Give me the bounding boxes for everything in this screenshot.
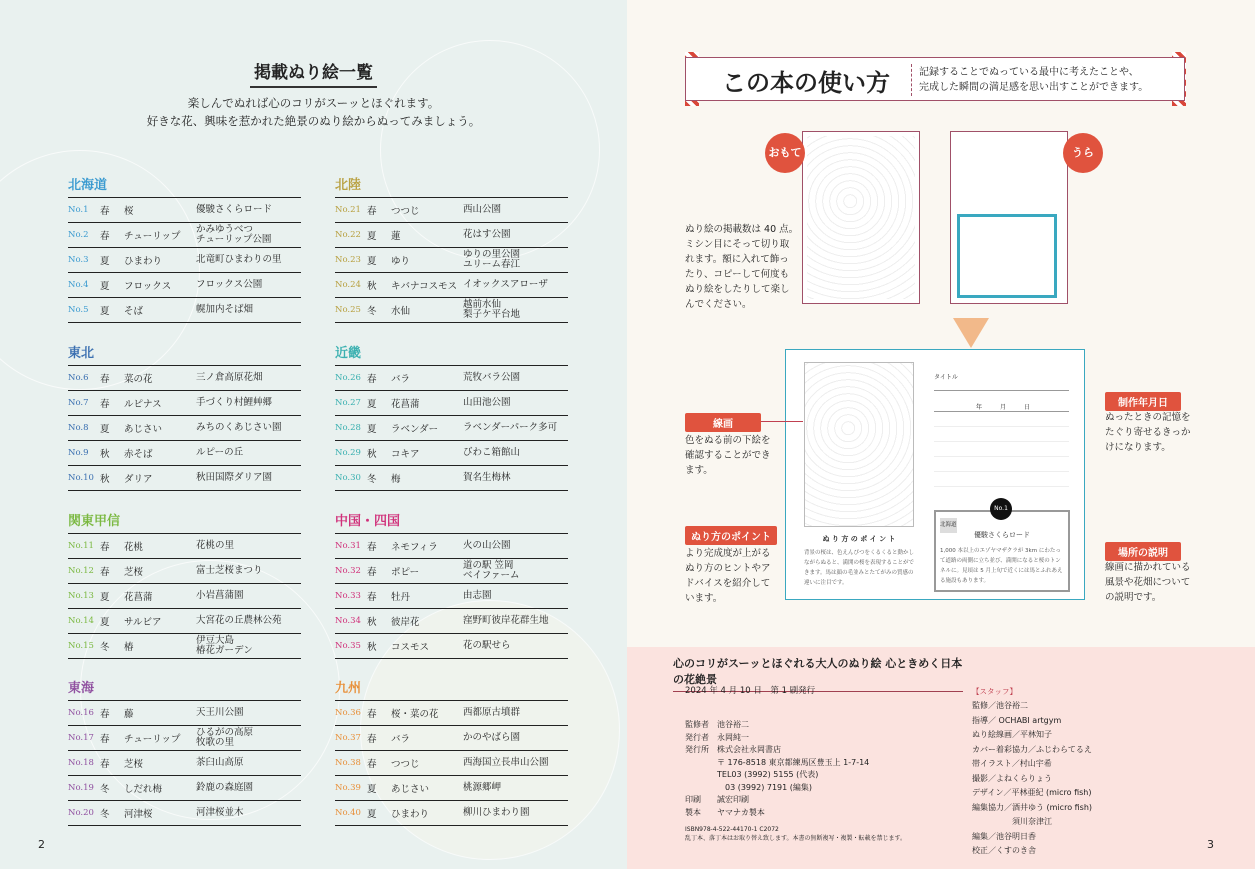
leader-line [761, 421, 803, 422]
label-point: ぬり方のポイント [685, 526, 777, 545]
item-number: No.3 [68, 255, 89, 265]
colophon [627, 647, 1255, 869]
item-place: 西山公園 [463, 204, 502, 215]
item-number: No.7 [68, 398, 89, 408]
item-place: 鈴鹿の森庭園 [196, 782, 254, 793]
item-season: 春 [367, 592, 377, 603]
item-season: 夏 [100, 281, 110, 292]
item-season: 春 [100, 709, 110, 720]
item-place: かのやばら園 [463, 732, 521, 743]
place-name: 優駿さくらロード [974, 531, 1030, 539]
item-number: No.29 [335, 448, 361, 458]
notes-lines [934, 411, 1069, 491]
item-flower: チューリップ [124, 231, 181, 242]
staff-list: 監修／池谷裕二 指導／ OCHABI artgym ぬり絵線画／平林知子 カバー着彩協力／ふじわらてるえ 帯イラスト／村山宇希 撮影／よねくらりょう デザイン／平林亜紀 (micro fish) 編集協力／酒井ゆう (micro fish) 須川奈津江 編集／池谷明日香 校正／くすのき舎 [972, 701, 1093, 855]
item-place: 秋田国際ダリア園 [196, 472, 273, 483]
item-number: No.24 [335, 280, 361, 290]
item-number: No.10 [68, 473, 94, 483]
region-section [68, 676, 301, 826]
list-item [68, 273, 301, 298]
region-heading: 近畿 [335, 341, 568, 366]
left-page [0, 0, 627, 869]
item-number: No.14 [68, 616, 94, 626]
item-number: No.37 [335, 733, 361, 743]
region-section [68, 341, 301, 491]
item-number: No.2 [68, 230, 89, 240]
item-place: 小岩菖蒲園 [196, 590, 244, 601]
howto-title: この本の使い方 [722, 68, 890, 97]
item-flower: 芝桜 [124, 567, 144, 578]
back-page-thumbnail [950, 131, 1068, 304]
item-season: 夏 [367, 231, 377, 242]
item-flower: ラベンダー [391, 424, 439, 435]
item-place: ゆりの里公園 ユリーム春江 [463, 249, 521, 270]
title-line [934, 390, 1069, 391]
item-number: No.35 [335, 641, 361, 651]
title-label: タイトル [934, 374, 958, 381]
region-section [335, 509, 568, 659]
item-place: 火の山公園 [463, 540, 511, 551]
list-item [335, 634, 568, 659]
front-page-thumbnail [802, 131, 920, 304]
item-season: 夏 [367, 399, 377, 410]
item-number: No.36 [335, 708, 361, 718]
item-number: No.27 [335, 398, 361, 408]
list-item [335, 776, 568, 801]
list-item [68, 726, 301, 751]
item-season: 夏 [367, 784, 377, 795]
list-item [335, 223, 568, 248]
line-drawing [804, 362, 914, 527]
item-season: 夏 [100, 617, 110, 628]
arrow-icon [953, 318, 989, 348]
region-section [68, 173, 301, 323]
list-item [335, 801, 568, 826]
item-number: No.20 [68, 808, 94, 818]
item-number: No.19 [68, 783, 94, 793]
item-flower: 牡丹 [391, 592, 411, 603]
list-item [68, 441, 301, 466]
item-number: No.26 [335, 373, 361, 383]
item-season: 春 [367, 567, 377, 578]
item-number: No.21 [335, 205, 361, 215]
item-number: No.23 [335, 255, 361, 265]
region-heading: 東海 [68, 676, 301, 701]
item-number: No.9 [68, 448, 89, 458]
region-section [68, 509, 301, 659]
item-number: No.6 [68, 373, 89, 383]
highlight-box [957, 214, 1057, 298]
item-place: 優駿さくらロード [196, 204, 273, 215]
item-season: 冬 [100, 809, 110, 820]
sample-page [785, 349, 1085, 600]
item-number: No.28 [335, 423, 361, 433]
region-heading: 北陸 [335, 173, 568, 198]
item-flower: つつじ [391, 206, 420, 217]
item-place: 幌加内そば畑 [196, 304, 254, 315]
item-flower: ひまわり [391, 809, 430, 820]
item-number: No.40 [335, 808, 361, 818]
page-number: 3 [1207, 838, 1214, 851]
list-item [68, 198, 301, 223]
item-flower: あじさい [124, 424, 163, 435]
page-subtitle: 楽しんでぬれば心のコリがスーッとほぐれます。 好きな花、興味を惹かれた絶景のぬり絵からぬってみましょう。 [146, 96, 481, 128]
list-item [68, 466, 301, 491]
header-band [685, 57, 1185, 101]
item-number: No.5 [68, 305, 89, 315]
item-place: 西都原古墳群 [463, 707, 521, 718]
item-flower: 芝桜 [124, 759, 144, 770]
item-number: No.25 [335, 305, 361, 315]
item-flower: 菜の花 [124, 374, 153, 385]
list-item [68, 701, 301, 726]
list-item [68, 366, 301, 391]
item-flower: 蓮 [391, 231, 401, 242]
item-season: 春 [100, 231, 110, 242]
item-season: 春 [367, 734, 377, 745]
item-number: No.1 [68, 205, 89, 215]
item-flower: 桜 [124, 206, 134, 217]
item-season: 秋 [367, 281, 377, 292]
item-flower: 藤 [124, 709, 134, 720]
item-place: 手づくり村鯉艸郷 [196, 397, 273, 408]
list-item [335, 609, 568, 634]
book-title: 心のコリがスーッとほぐれる大人のぬり絵 心ときめく日本の花絶景 [673, 655, 963, 692]
publish-date: 2024 年 4 月 10 日 第 1 刷発行 [685, 686, 816, 696]
item-place: 富士芝桜まつり [196, 565, 263, 576]
back-badge: うら [1063, 133, 1103, 173]
list-item [335, 701, 568, 726]
item-flower: 梅 [391, 474, 401, 485]
item-season: 春 [100, 734, 110, 745]
list-item [68, 801, 301, 826]
right-page [627, 0, 1255, 869]
place-text: 1,000 本以上のエゾヤマザクラが 3km にわたって道路の両側に立ち並び、満開になると桜のトンネルに。見頃は 5 月上旬で近くには馬とふれあえる施設もあります。 [940, 548, 1063, 584]
item-season: 冬 [100, 642, 110, 653]
list-item [335, 726, 568, 751]
item-season: 春 [100, 759, 110, 770]
item-place: 花桃の里 [196, 540, 235, 551]
list-item [68, 248, 301, 273]
region-heading: 九州 [335, 676, 568, 701]
item-flower: ポピー [391, 567, 420, 578]
item-season: 春 [367, 374, 377, 385]
item-season: 冬 [367, 306, 377, 317]
item-flower: サルビア [124, 617, 162, 628]
region-heading: 関東甲信 [68, 509, 301, 534]
item-number: No.30 [335, 473, 361, 483]
item-number: No.11 [68, 541, 94, 551]
staff-heading: 【スタッフ】 [972, 687, 1017, 696]
item-season: 夏 [100, 256, 110, 267]
item-season: 夏 [367, 424, 377, 435]
item-flower: ゆり [391, 256, 411, 267]
item-season: 秋 [100, 474, 110, 485]
list-item [68, 223, 301, 248]
item-place: かみゆうべつ チューリップ公園 [196, 224, 272, 245]
label-place: 場所の説明 [1105, 542, 1181, 561]
item-number: No.12 [68, 566, 94, 576]
item-number: No.8 [68, 423, 89, 433]
item-season: 春 [367, 206, 377, 217]
item-season: 夏 [367, 256, 377, 267]
list-item [68, 751, 301, 776]
item-season: 秋 [367, 642, 377, 653]
item-place: びわこ箱館山 [463, 447, 521, 458]
item-place: 道の駅 笠岡 ベイファーム [463, 560, 520, 581]
item-place: 窪野町彼岸花群生地 [463, 615, 549, 626]
item-number: No.16 [68, 708, 94, 718]
sketch-image [807, 136, 915, 299]
list-item [68, 534, 301, 559]
item-flower: 水仙 [391, 306, 411, 317]
place-box [934, 505, 1070, 592]
item-place: 西海国立長串山公園 [463, 757, 549, 768]
item-number: No.39 [335, 783, 361, 793]
isbn: ISBN978-4-522-44170-1 C2072 乱丁本、落丁本はお取り替え致します。本書の無断複写・複製・転載を禁じます。 [685, 826, 907, 842]
item-place: 柳川ひまわり園 [463, 807, 530, 818]
list-item [335, 559, 568, 584]
desc-place: 線画に描かれている 風景や花畑について の説明です。 [1105, 562, 1191, 603]
item-flower: つつじ [391, 759, 420, 770]
item-flower: 彼岸花 [391, 617, 420, 628]
list-item [68, 298, 301, 323]
item-season: 夏 [367, 809, 377, 820]
list-item [335, 584, 568, 609]
item-flower: ルピナス [124, 399, 162, 410]
item-place: 山田池公園 [463, 397, 511, 408]
item-place: イオックスアローザ [463, 279, 548, 290]
list-item [335, 416, 568, 441]
item-season: 冬 [100, 784, 110, 795]
list-item [68, 416, 301, 441]
list-item [335, 273, 568, 298]
item-season: 秋 [367, 449, 377, 460]
item-flower: フロックス [124, 281, 172, 292]
item-place: 三ノ倉高原花畑 [196, 372, 263, 383]
item-flower: 花桃 [124, 542, 144, 553]
item-number: No.4 [68, 280, 89, 290]
desc-line-drawing: 色をぬる前の下絵を 確認することができ ます。 [685, 435, 771, 476]
item-flower: コスモス [391, 642, 430, 653]
desc-point: より完成度が上がる ぬり方のヒントやア ドバイスを紹介して います。 [685, 548, 771, 604]
item-place: 北竜町ひまわりの里 [196, 254, 282, 265]
intro-text: ぬり絵の掲載数は 40 点。 ミシン目にそって切り取 れます。額に入れて飾っ たり、コピーして何度も ぬり絵をしたりして楽し んでください。 [685, 224, 799, 310]
item-number: No.32 [335, 566, 361, 576]
item-number: No.17 [68, 733, 94, 743]
item-number: No.34 [335, 616, 361, 626]
item-season: 春 [367, 542, 377, 553]
item-flower: 花菖蒲 [124, 592, 153, 603]
item-season: 春 [100, 206, 110, 217]
item-place: 大宮花の丘農林公苑 [196, 615, 282, 626]
item-season: 春 [367, 709, 377, 720]
item-place: 桃源郷岬 [463, 782, 502, 793]
item-flower: キバナコスモス [391, 281, 458, 292]
item-season: 春 [100, 399, 110, 410]
list-item [335, 298, 568, 323]
item-flower: 花菖蒲 [391, 399, 420, 410]
item-season: 秋 [367, 617, 377, 628]
list-item [335, 391, 568, 416]
item-season: 春 [100, 542, 110, 553]
region-tag: 北海道 [940, 518, 957, 533]
item-place: 越前水仙 梨子ケ平台地 [463, 299, 521, 320]
item-number: No.38 [335, 758, 361, 768]
point-heading: ぬ り 方 の ポ イ ン ト [822, 535, 896, 543]
item-place: ラベンダーパーク多可 [463, 422, 558, 433]
item-flower: バラ [391, 374, 411, 385]
item-number: No.18 [68, 758, 94, 768]
item-place: 茶臼山高原 [196, 757, 244, 768]
list-item [68, 391, 301, 416]
item-season: 夏 [100, 424, 110, 435]
item-season: 夏 [100, 592, 110, 603]
item-season: 秋 [100, 449, 110, 460]
item-flower: バラ [391, 734, 411, 745]
region-heading: 中国・四国 [335, 509, 568, 534]
list-item [335, 466, 568, 491]
desc-date: ぬったときの記憶を たぐり寄せるきっか けになります。 [1105, 412, 1191, 453]
number-badge: No.1 [990, 498, 1012, 520]
item-place: 由志園 [463, 590, 492, 601]
item-place: 河津桜並木 [196, 807, 244, 818]
publisher-info: 監修者 池谷裕二 発行者 永岡純一 発行所 株式会社永岡書店 〒 176-8518 東京都練馬区豊玉上 1-7-14 TEL03 (3992) 5155 (代表) 03 (3992) 7191 (編集) 印刷 誠宏印刷 製本 ヤマナカ製本 [685, 720, 870, 817]
region-section [335, 173, 568, 323]
item-place: フロックス公園 [196, 279, 263, 290]
item-place: 花の駅せら [463, 640, 511, 651]
item-flower: あじさい [391, 784, 430, 795]
list-item [68, 609, 301, 634]
item-flower: 赤そば [124, 449, 153, 460]
item-flower: ひまわり [124, 256, 163, 267]
item-season: 夏 [100, 306, 110, 317]
item-flower: しだれ梅 [124, 784, 163, 795]
item-number: No.31 [335, 541, 361, 551]
label-date: 制作年月日 [1105, 392, 1181, 411]
list-item [335, 441, 568, 466]
list-item [335, 248, 568, 273]
list-item [68, 584, 301, 609]
point-text: 背景の桜は、色えんぴつをくるくると動かしながらぬると、満開の桜を表現することができます。馬は顔の毛並みとたてがみの質感の違いに注目です。 [804, 550, 915, 586]
list-item [68, 776, 301, 801]
item-season: 冬 [367, 474, 377, 485]
date-fields: 年 月 日 [976, 404, 1031, 411]
item-number: No.15 [68, 641, 94, 651]
item-flower: チューリップ [124, 734, 181, 745]
item-place: 伊豆大島 椿花ガーデン [196, 635, 253, 656]
item-flower: 河津桜 [124, 809, 153, 820]
divider [911, 64, 912, 96]
front-badge: おもて [765, 133, 805, 173]
item-number: No.13 [68, 591, 94, 601]
list-item [335, 534, 568, 559]
list-item [335, 751, 568, 776]
region-section [335, 341, 568, 491]
list-item [335, 366, 568, 391]
item-place: 賀名生梅林 [463, 472, 511, 483]
page-number: 2 [38, 838, 45, 851]
item-place: ひるがの高原 牧歌の里 [196, 727, 254, 748]
item-flower: ネモフィラ [391, 542, 438, 553]
region-section [335, 676, 568, 826]
label-line-drawing: 線画 [685, 413, 761, 432]
howto-lead: 記録することでぬっている最中に考えたことや、 完成した瞬間の満足感を思い出すことができます。 [919, 67, 1149, 93]
item-number: No.33 [335, 591, 361, 601]
item-season: 春 [100, 374, 110, 385]
list-item [68, 559, 301, 584]
item-flower: ダリア [124, 474, 153, 485]
item-flower: 桜・菜の花 [391, 709, 439, 720]
item-season: 春 [100, 567, 110, 578]
item-place: みちのくあじさい園 [196, 422, 282, 433]
page-title: 掲載ぬり絵一覧 [0, 58, 627, 83]
item-place: ルピーの丘 [196, 447, 244, 458]
item-number: No.22 [335, 230, 361, 240]
item-place: 荒牧バラ公園 [463, 372, 521, 383]
list-item [68, 634, 301, 659]
item-flower: コキア [391, 449, 420, 460]
region-heading: 北海道 [68, 173, 301, 198]
region-heading: 東北 [68, 341, 301, 366]
item-season: 春 [367, 759, 377, 770]
item-flower: 椿 [124, 642, 134, 653]
item-flower: そば [124, 306, 144, 317]
list-item [335, 198, 568, 223]
item-place: 花はす公園 [463, 229, 511, 240]
item-place: 天王川公園 [196, 707, 244, 718]
